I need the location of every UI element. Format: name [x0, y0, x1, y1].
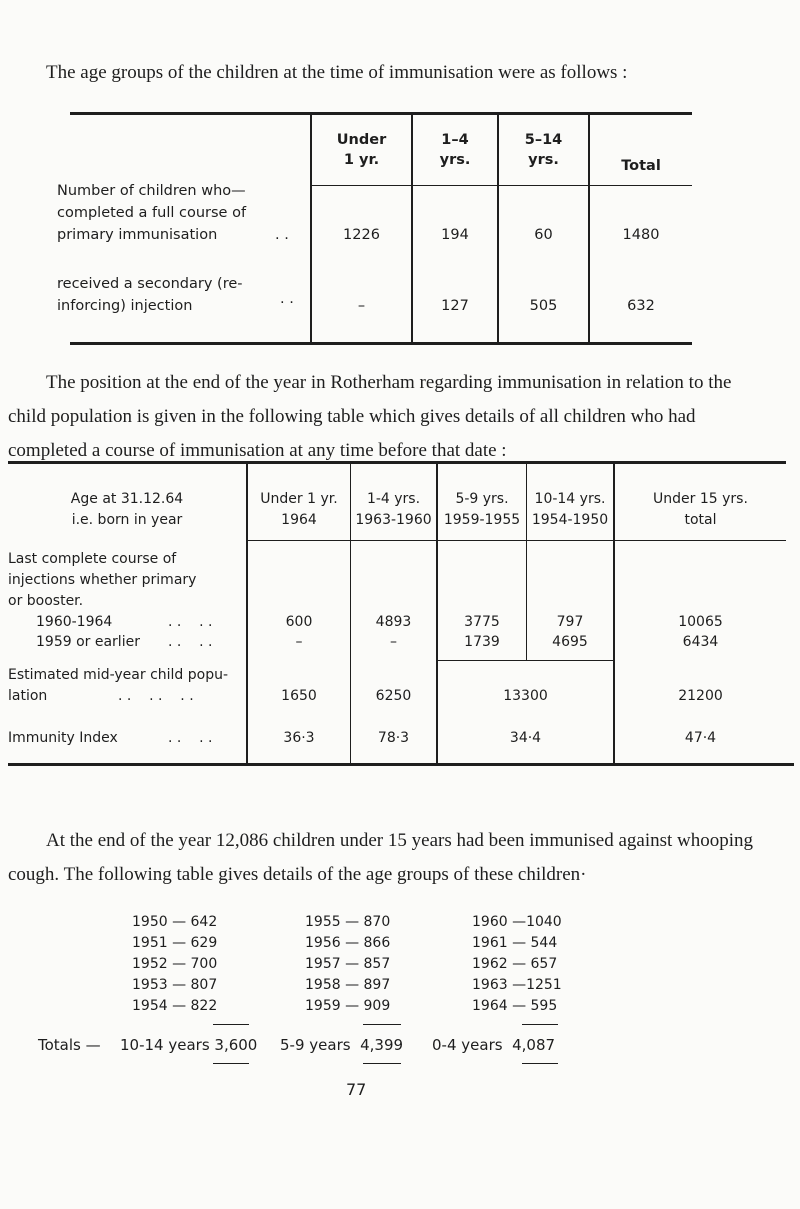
t2-population-label2: lation — [8, 688, 48, 704]
para-position: The position at the end of the year in Rotherham regarding immunisation in relation to the child population is given in the following table which gives details of all children who had completed a course of immunisation at any time before that date : — [8, 372, 732, 461]
t2-section1-label-line1: Last complete course of — [8, 551, 177, 567]
t2-row1-label: 1960-1964 — [36, 614, 113, 630]
t1-header-5-14-line1: 5–14 — [524, 132, 563, 148]
years-col1-item: 1952 — 700 — [132, 956, 218, 972]
t1-header-under1-line2: 1 yr. — [343, 152, 380, 168]
t2-population-1-4: 6250 — [375, 688, 412, 704]
t2-header-under1-line1: Under 1 yr. — [260, 491, 338, 507]
years-col1 — [132, 912, 217, 1017]
t2-row2-label: 1959 or earlier — [36, 634, 140, 650]
t2-immunity-under1: 36·3 — [283, 730, 315, 746]
years-col2-item: 1959 — 909 — [305, 998, 391, 1014]
t1-row2-dots: · · — [280, 295, 294, 311]
years-col3-item: 1964 — 595 — [472, 998, 558, 1014]
t1-header-total: Total — [621, 158, 661, 174]
t2-row1-total: 10065 — [678, 614, 723, 630]
years-col3 — [472, 912, 562, 1017]
years-col2-item: 1955 — 870 — [305, 914, 391, 930]
t2-population-label1: Estimated mid-year child popu- — [8, 667, 229, 683]
t2-section1-label-line2: injections whether primary — [8, 572, 197, 588]
page-number: 77 — [346, 1080, 367, 1099]
t2-row2-total: 6434 — [682, 634, 719, 650]
totals-0-4: 0-4 years 4,087 — [432, 1036, 556, 1054]
t2-row1-10-14: 797 — [556, 614, 584, 630]
t2-immunity-dots: . . . . — [168, 730, 213, 746]
t2-header-age-line2: i.e. born in year — [71, 512, 183, 528]
t1-header-5-14-line2: yrs. — [528, 152, 559, 168]
t2-population-5-14: 13300 — [503, 688, 548, 704]
t2-row2-1-4: – — [390, 634, 397, 650]
t2-header-age-line1: Age at 31.12.64 — [70, 491, 184, 507]
t2-header-5-9-line1: 5-9 yrs. — [455, 491, 509, 507]
totals-5-9: 5-9 years 4,399 — [280, 1036, 404, 1054]
years-col3-item: 1963 —1251 — [472, 977, 562, 993]
t1-row2-under1: – — [357, 298, 366, 314]
t1-header-1-4-line2: yrs. — [439, 152, 471, 168]
t2-header-total-line2: total — [684, 512, 717, 528]
t2-header-total-line1: Under 15 yrs. — [653, 491, 748, 507]
years-col3-item: 1962 — 657 — [472, 956, 558, 972]
years-col2-item: 1957 — 857 — [305, 956, 391, 972]
t1-row2-5-14: 505 — [529, 298, 558, 314]
years-col1-item: 1951 — 629 — [132, 935, 218, 951]
years-col1-item: 1950 — 642 — [132, 914, 218, 930]
t1-row1-label1: completed a full course of — [57, 205, 247, 221]
t2-row2-5-9: 1739 — [464, 634, 500, 650]
t2-header-1-4-line1: 1-4 yrs. — [366, 491, 421, 507]
para-whooping-cough: At the end of the year 12,086 children under 15 years had been immunised against whooping cough. The following table gives details of the age groups of these children· — [8, 830, 754, 885]
t2-row1-5-9: 3775 — [464, 614, 500, 630]
t2-header-1-4-line2: 1963-1960 — [355, 512, 432, 528]
intro-text: The age groups of the children at the time of immunisation were as follows : — [46, 62, 628, 83]
t1-row1-1-4: 194 — [441, 227, 469, 243]
t2-immunity-1-4: 78·3 — [377, 730, 410, 746]
t1-header-under1-line1: Under — [336, 132, 387, 148]
t2-population-under1: 1650 — [281, 688, 317, 704]
t1-row2-1-4: 127 — [441, 298, 469, 314]
years-col2 — [305, 912, 390, 1017]
t1-row1-under1: 1226 — [343, 227, 380, 243]
t2-immunity-label: Immunity Index — [8, 730, 118, 746]
t1-row1-label2: primary immunisation — [57, 227, 218, 243]
t2-header-10-14-line1: 10-14 yrs. — [534, 491, 606, 507]
t2-population-total: 21200 — [678, 688, 723, 704]
t1-header-1-4-line1: 1–4 — [441, 132, 469, 148]
t2-row1-1-4: 4893 — [375, 614, 412, 630]
years-col1-item: 1953 — 807 — [132, 977, 218, 993]
t2-row1-under1: 600 — [285, 614, 313, 630]
t2-immunity-5-14: 34·4 — [509, 730, 542, 746]
t1-row1-5-14: 60 — [534, 227, 553, 243]
t2-section1-label-line3: or booster. — [8, 593, 84, 609]
t1-row-group-label: Number of children who— — [57, 183, 246, 199]
years-col3-item: 1960 —1040 — [472, 914, 562, 930]
t2-header-under1-line2: 1964 — [281, 512, 317, 528]
t2-row2-under1: – — [295, 634, 303, 650]
t2-header-5-9-line2: 1959-1955 — [443, 512, 521, 528]
totals-prefix: Totals — — [38, 1036, 101, 1054]
t1-row2-label2: inforcing) injection — [57, 298, 193, 314]
t2-row2-dots: . . . . — [168, 634, 213, 650]
t2-row2-10-14: 4695 — [552, 634, 588, 650]
years-col2-item: 1956 — 866 — [305, 935, 391, 951]
t2-row1-dots: . . . . — [168, 614, 213, 630]
t1-row1-dots: . . — [275, 227, 289, 243]
years-col2-item: 1958 — 897 — [305, 977, 391, 993]
t1-row1-total: 1480 — [622, 227, 660, 243]
t2-header-10-14-line2: 1954-1950 — [531, 512, 609, 528]
totals-10-14: 10-14 years 3,600 — [120, 1036, 258, 1054]
t2-population-dots: . . . . . . — [118, 688, 194, 704]
t1-row2-label1: received a secondary (re- — [57, 276, 243, 292]
years-col1-item: 1954 — 822 — [132, 998, 218, 1014]
years-col3-item: 1961 — 544 — [472, 935, 558, 951]
t1-row2-total: 632 — [627, 298, 655, 314]
t2-immunity-total: 47·4 — [684, 730, 717, 746]
